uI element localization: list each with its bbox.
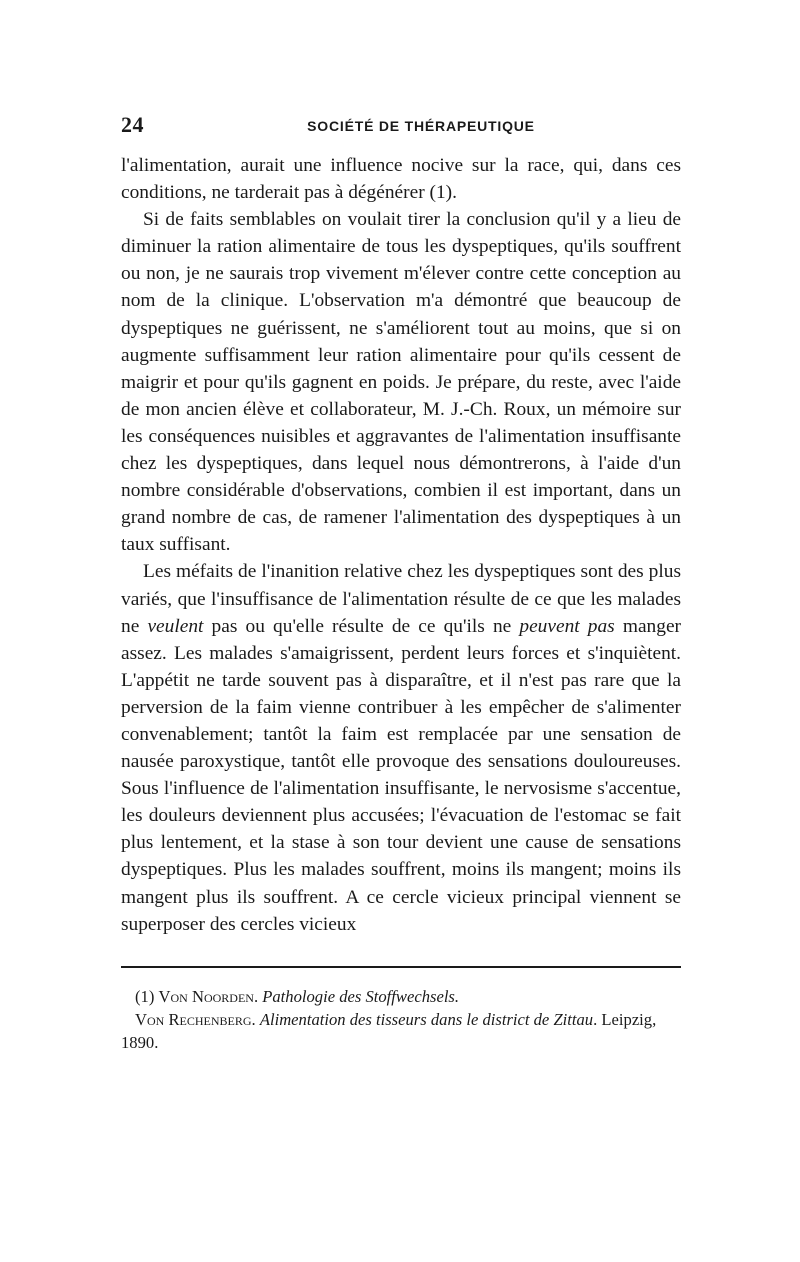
footnote-1-title: Pathologie des Stoffwechsels. (262, 987, 460, 1006)
footnote-rule (121, 966, 681, 968)
paragraph-3 (121, 558, 681, 937)
emphasis-veulent: veulent (147, 615, 204, 637)
emphasis-peuvent-pas: peuvent pas (519, 615, 615, 637)
body-text (121, 152, 681, 938)
footnote-1 (121, 985, 681, 1008)
footnote-1-author: Von Noorden (158, 987, 254, 1006)
paragraph-2 (121, 206, 681, 558)
paragraph-3-text-b: pas ou qu'elle résulte de ce qu'ils ne (203, 615, 520, 637)
footnote-2-title: Alimentation des tisseurs dans le district de Zittau (259, 1010, 594, 1029)
paragraph-1-text: l'alimentation, aurait une influence nocive sur la race, qui, dans ces conditions, ne tarderait pas à dégénérer (1). (121, 155, 681, 204)
paragraph-2-text: Si de faits semblables on voulait tirer la conclusion qu'il y a lieu de diminuer la ration alimentaire de tous les dyspeptiques, qu'ils souffrent ou non, je ne saurais trop vivement m'élever contre cette conception au nom de la clinique. L'observation m'a démontré que beaucoup de dyspeptiques ne guérissent, ne s'améliorent tout au moins, que si on augmente suffisamment leur ration alimentaire pour qu'ils cessent de maigrir et pour qu'ils gagnent en poids. Je prépare, du reste, avec l'aide de mon ancien élève et collaborateur, M. J.-Ch. Roux, un mémoire sur les conséquences nuisibles et aggravantes de l'alimentation insuffisante chez les dyspeptiques, dans lequel nous démontrerons, à l'aide d'un nombre considérable d'observations, combien il est important, dans un grand nombre de cas, de ramener l'alimentation des dyspeptiques à un taux suffisant. (121, 209, 681, 556)
footnotes (121, 985, 681, 1054)
footnote-2-separator: . (251, 1010, 260, 1029)
footnote-2-rest: . Leipzig, 1890. (121, 1010, 657, 1052)
paragraph-1 (121, 152, 681, 206)
running-title: SOCIÉTÉ DE THÉRAPEUTIQUE (307, 118, 535, 134)
footnote-2 (121, 1008, 681, 1054)
paragraph-3-text-c: manger assez. Les malades s'amaigrissent, perdent leurs forces et s'inquiètent. L'appétit ne tarde souvent pas à disparaître, et il n'est pas rare que la perversion de la faim vienne contribuer à les empêcher de s'alimenter convenablement; tantôt la faim est remplacée par une sensation de nausée paroxystique, tantôt elle provoque des sensations douloureuses. Sous l'influence de l'alimentation insuffisante, le nervosisme s'accentue, les douleurs deviennent plus accusées; l'évacuation de l'estomac se fait plus lentement, et la stase à son tour devient une cause de sensations dyspeptiques. Plus les malades souffrent, moins ils mangent; moins ils mangent plus ils souffrent. A ce cercle vicieux principal viennent se superposer des cercles vicieux (121, 615, 682, 935)
paragraph-3-text-a: Les méfaits de l'inanition relative chez les dyspeptiques sont des plus variés, que l'insuffisance de l'alimentation résulte de ce que les malades ne (121, 561, 681, 637)
page-header (121, 112, 681, 138)
footnote-2-author: Von Rechenberg (135, 1010, 252, 1029)
footnote-1-marker: (1) (135, 987, 159, 1006)
footnote-1-separator: . (253, 987, 263, 1006)
page-number: 24 (121, 112, 144, 137)
